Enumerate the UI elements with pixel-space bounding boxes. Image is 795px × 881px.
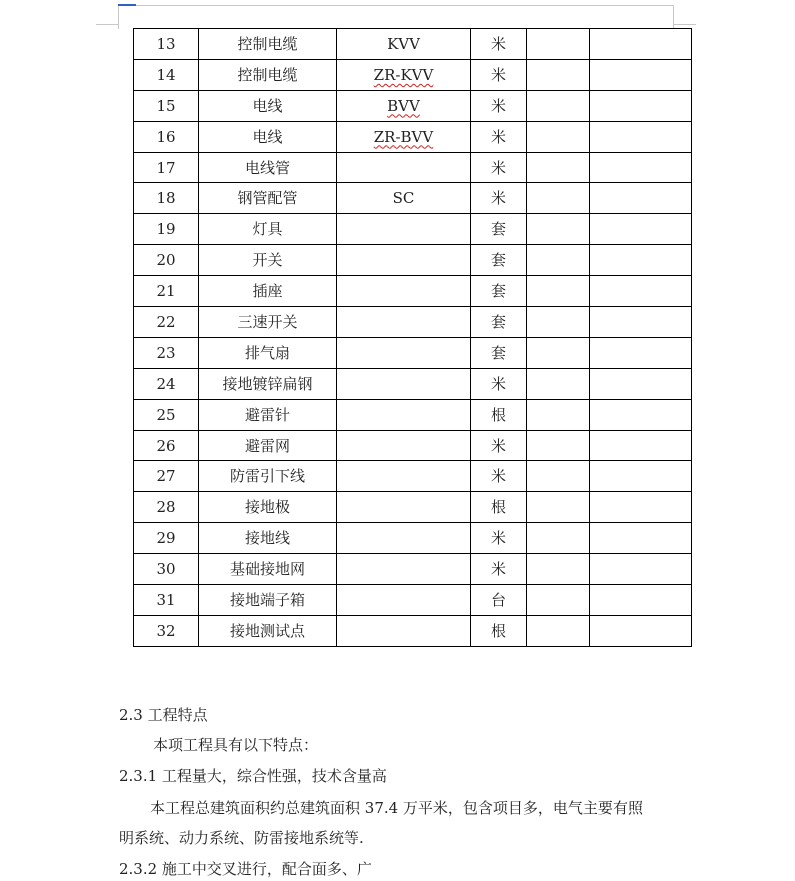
- item-model-cell[interactable]: [337, 214, 471, 245]
- row-number-cell[interactable]: [134, 615, 199, 646]
- item-name-text: 基础接地网: [229, 560, 305, 579]
- materials-table-body: [134, 29, 692, 647]
- item-name-cell[interactable]: [199, 492, 337, 523]
- item-name-cell[interactable]: [199, 337, 337, 368]
- item-name-text: 控制电缆: [237, 65, 298, 84]
- item-model-cell[interactable]: [337, 121, 471, 152]
- empty-cell[interactable]: [527, 307, 590, 338]
- row-number-text: 18: [156, 189, 176, 208]
- item-name-text: 接地测试点: [229, 621, 305, 640]
- empty-cell[interactable]: [527, 152, 590, 183]
- item-name-cell[interactable]: [199, 59, 337, 90]
- item-name-text: 电线管: [244, 158, 290, 177]
- item-unit-text: 米: [490, 127, 506, 146]
- item-model-cell[interactable]: [337, 337, 471, 368]
- item-unit-text: 米: [490, 189, 506, 208]
- empty-cell[interactable]: [527, 121, 590, 152]
- header-area[interactable]: [118, 5, 674, 29]
- item-name-cell[interactable]: [199, 29, 337, 60]
- item-name-text: 避雷网: [244, 436, 290, 455]
- row-number-text: 15: [156, 96, 176, 115]
- empty-cell[interactable]: [527, 245, 590, 276]
- row-number-cell[interactable]: [134, 121, 199, 152]
- row-number-text: 14: [156, 65, 176, 84]
- table-row: [134, 523, 692, 554]
- item-model-text: ZR-KVV: [373, 65, 434, 84]
- item-model-cell[interactable]: [337, 307, 471, 338]
- row-number-text: 20: [156, 251, 176, 270]
- empty-cell[interactable]: [590, 523, 692, 554]
- row-number-text: 31: [156, 590, 176, 609]
- item-name-cell[interactable]: [199, 461, 337, 492]
- item-unit-text: 根: [490, 621, 506, 640]
- item-model-cell[interactable]: [337, 152, 471, 183]
- item-name-text: 接地极: [244, 498, 290, 517]
- item-unit-cell[interactable]: [471, 585, 527, 616]
- row-number-text: 26: [156, 436, 176, 455]
- row-number-text: 25: [156, 405, 176, 424]
- table-row: [134, 615, 692, 646]
- item-name-cell[interactable]: [199, 183, 337, 214]
- row-number-text: 30: [156, 560, 176, 579]
- row-number-cell[interactable]: [134, 276, 199, 307]
- item-name-cell[interactable]: [199, 152, 337, 183]
- item-name-cell[interactable]: [199, 585, 337, 616]
- item-unit-text: 米: [490, 374, 506, 393]
- table-row: [134, 29, 692, 60]
- item-model-cell[interactable]: [337, 29, 471, 60]
- row-number-cell[interactable]: [134, 430, 199, 461]
- row-number-cell[interactable]: [134, 492, 199, 523]
- item-model-text: SC: [392, 189, 415, 208]
- item-unit-cell[interactable]: [471, 523, 527, 554]
- row-number-text: 24: [156, 374, 176, 393]
- item-unit-text: 米: [490, 436, 506, 455]
- empty-cell[interactable]: [527, 430, 590, 461]
- empty-cell[interactable]: [590, 492, 692, 523]
- item-model-cell[interactable]: [337, 492, 471, 523]
- item-unit-cell[interactable]: [471, 430, 527, 461]
- item-unit-text: 米: [490, 529, 506, 548]
- empty-cell[interactable]: [590, 337, 692, 368]
- item-unit-cell[interactable]: [471, 337, 527, 368]
- row-number-text: 23: [156, 343, 176, 362]
- empty-cell[interactable]: [590, 152, 692, 183]
- section-heading: 2.3 工程特点: [119, 706, 208, 724]
- empty-cell[interactable]: [527, 523, 590, 554]
- row-number-text: 29: [156, 529, 176, 548]
- row-number-cell[interactable]: [134, 59, 199, 90]
- empty-cell[interactable]: [590, 90, 692, 121]
- item-name-text: 灯具: [252, 220, 283, 239]
- row-number-cell[interactable]: [134, 523, 199, 554]
- row-number-text: 28: [156, 498, 176, 517]
- item-model-cell[interactable]: [337, 399, 471, 430]
- empty-cell[interactable]: [590, 214, 692, 245]
- margin-corner-right: [674, 24, 696, 25]
- table-row: [134, 368, 692, 399]
- row-number-cell[interactable]: [134, 245, 199, 276]
- text-cursor-marker: [118, 4, 136, 6]
- empty-cell[interactable]: [590, 368, 692, 399]
- empty-cell[interactable]: [527, 90, 590, 121]
- row-number-cell[interactable]: [134, 368, 199, 399]
- empty-cell[interactable]: [527, 337, 590, 368]
- row-number-cell[interactable]: [134, 29, 199, 60]
- row-number-text: 16: [156, 127, 176, 146]
- empty-cell[interactable]: [527, 59, 590, 90]
- row-number-text: 32: [156, 621, 176, 640]
- item-model-cell[interactable]: [337, 183, 471, 214]
- row-number-cell[interactable]: [134, 585, 199, 616]
- row-number-cell[interactable]: [134, 461, 199, 492]
- item-unit-cell[interactable]: [471, 399, 527, 430]
- table-row: [134, 554, 692, 585]
- empty-cell[interactable]: [590, 615, 692, 646]
- item-unit-text: 根: [490, 498, 506, 517]
- item-unit-cell[interactable]: [471, 461, 527, 492]
- item-name-cell[interactable]: [199, 554, 337, 585]
- item-name-cell[interactable]: [199, 523, 337, 554]
- empty-cell[interactable]: [527, 615, 590, 646]
- table-row: [134, 152, 692, 183]
- item-name-cell[interactable]: [199, 214, 337, 245]
- item-unit-cell[interactable]: [471, 152, 527, 183]
- item-name-cell[interactable]: [199, 90, 337, 121]
- table-row: [134, 307, 692, 338]
- table-row: [134, 59, 692, 90]
- item-name-text: 接地镀锌扁钢: [222, 374, 313, 393]
- item-unit-cell[interactable]: [471, 121, 527, 152]
- table-row: [134, 276, 692, 307]
- item-unit-text: 套: [490, 220, 506, 239]
- item-unit-text: 套: [490, 343, 506, 362]
- item-unit-text: 台: [490, 590, 506, 609]
- empty-cell[interactable]: [590, 585, 692, 616]
- item-model-cell[interactable]: [337, 368, 471, 399]
- item-model-text: BVV: [387, 96, 420, 115]
- item-unit-text: 米: [490, 34, 506, 53]
- item-model-cell[interactable]: [337, 523, 471, 554]
- row-number-text: 22: [156, 312, 176, 331]
- item-unit-text: 米: [490, 65, 506, 84]
- materials-table: [133, 28, 692, 647]
- empty-cell[interactable]: [527, 183, 590, 214]
- subsection-1-body-line-2: 明系统、动力系统、防雷接地系统等.: [119, 829, 364, 847]
- item-unit-text: 套: [490, 282, 506, 301]
- item-unit-cell[interactable]: [471, 214, 527, 245]
- table-row: [134, 214, 692, 245]
- margin-corner-left: [96, 24, 118, 25]
- empty-cell[interactable]: [527, 399, 590, 430]
- row-number-cell[interactable]: [134, 337, 199, 368]
- item-model-cell[interactable]: [337, 430, 471, 461]
- row-number-text: 13: [156, 34, 176, 53]
- item-model-text: ZR-BVV: [373, 127, 434, 146]
- empty-cell[interactable]: [527, 276, 590, 307]
- table-row: [134, 90, 692, 121]
- empty-cell[interactable]: [590, 461, 692, 492]
- row-number-text: 27: [156, 467, 176, 486]
- empty-cell[interactable]: [590, 59, 692, 90]
- item-name-text: 避雷针: [244, 405, 290, 424]
- empty-cell[interactable]: [527, 461, 590, 492]
- subsection-1-body-line-1: 本工程总建筑面积约总建筑面积 37.4 万平米，包含项目多，电气主要有照: [150, 799, 643, 817]
- item-name-text: 电线: [252, 127, 283, 146]
- item-unit-cell[interactable]: [471, 554, 527, 585]
- item-unit-cell[interactable]: [471, 59, 527, 90]
- subsection-heading-1: 2.3.1 工程量大，综合性强，技术含量高: [119, 767, 387, 785]
- empty-cell[interactable]: [590, 121, 692, 152]
- item-name-text: 电线: [252, 96, 283, 115]
- item-name-text: 接地端子箱: [229, 590, 305, 609]
- empty-cell[interactable]: [527, 585, 590, 616]
- empty-cell[interactable]: [590, 399, 692, 430]
- row-number-text: 19: [156, 220, 176, 239]
- item-unit-cell[interactable]: [471, 245, 527, 276]
- item-name-cell[interactable]: [199, 430, 337, 461]
- table-row: [134, 245, 692, 276]
- table-row: [134, 430, 692, 461]
- item-unit-text: 套: [490, 312, 506, 331]
- empty-cell[interactable]: [590, 307, 692, 338]
- item-unit-cell[interactable]: [471, 90, 527, 121]
- empty-cell[interactable]: [527, 29, 590, 60]
- empty-cell[interactable]: [590, 183, 692, 214]
- item-model-text: KVV: [387, 34, 420, 53]
- item-unit-text: 米: [490, 96, 506, 115]
- item-name-text: 钢管配管: [237, 189, 298, 208]
- item-name-text: 开关: [252, 251, 283, 270]
- item-unit-cell[interactable]: [471, 307, 527, 338]
- empty-cell[interactable]: [527, 492, 590, 523]
- item-model-cell[interactable]: [337, 59, 471, 90]
- row-number-text: 17: [156, 158, 176, 177]
- item-unit-text: 根: [490, 405, 506, 424]
- item-model-cell[interactable]: [337, 554, 471, 585]
- item-unit-text: 米: [490, 467, 506, 486]
- item-model-cell[interactable]: [337, 585, 471, 616]
- empty-cell[interactable]: [590, 29, 692, 60]
- page-top-margin: [0, 0, 795, 30]
- item-name-text: 三速开关: [237, 312, 298, 331]
- item-name-text: 插座: [252, 282, 283, 301]
- item-name-cell[interactable]: [199, 276, 337, 307]
- item-name-text: 接地线: [244, 529, 290, 548]
- table-row: [134, 492, 692, 523]
- item-name-cell[interactable]: [199, 615, 337, 646]
- table-row: [134, 121, 692, 152]
- table-row: [134, 461, 692, 492]
- item-model-cell[interactable]: [337, 245, 471, 276]
- empty-cell[interactable]: [590, 430, 692, 461]
- item-unit-cell[interactable]: [471, 29, 527, 60]
- item-unit-cell[interactable]: [471, 183, 527, 214]
- item-model-cell[interactable]: [337, 90, 471, 121]
- row-number-cell[interactable]: [134, 183, 199, 214]
- table-row: [134, 399, 692, 430]
- item-name-text: 排气扇: [244, 343, 290, 362]
- item-name-cell[interactable]: [199, 245, 337, 276]
- item-name-cell[interactable]: [199, 121, 337, 152]
- item-unit-cell[interactable]: [471, 368, 527, 399]
- table-row: [134, 183, 692, 214]
- intro-paragraph: 本项工程具有以下特点：: [153, 736, 319, 754]
- row-number-cell[interactable]: [134, 214, 199, 245]
- empty-cell[interactable]: [527, 214, 590, 245]
- item-unit-cell[interactable]: [471, 615, 527, 646]
- item-unit-cell[interactable]: [471, 492, 527, 523]
- item-unit-cell[interactable]: [471, 276, 527, 307]
- item-unit-text: 米: [490, 158, 506, 177]
- row-number-cell[interactable]: [134, 399, 199, 430]
- item-name-text: 防雷引下线: [229, 467, 305, 486]
- item-unit-text: 米: [490, 560, 506, 579]
- empty-cell[interactable]: [590, 276, 692, 307]
- table-row: [134, 337, 692, 368]
- empty-cell[interactable]: [590, 554, 692, 585]
- row-number-cell[interactable]: [134, 90, 199, 121]
- empty-cell[interactable]: [527, 368, 590, 399]
- row-number-text: 21: [156, 282, 176, 301]
- row-number-cell[interactable]: [134, 152, 199, 183]
- subsection-heading-2: 2.3.2 施工中交叉进行，配合面多、广: [119, 860, 372, 878]
- row-number-cell[interactable]: [134, 554, 199, 585]
- item-name-cell[interactable]: [199, 307, 337, 338]
- item-name-cell[interactable]: [199, 399, 337, 430]
- empty-cell[interactable]: [590, 245, 692, 276]
- item-model-cell[interactable]: [337, 461, 471, 492]
- row-number-cell[interactable]: [134, 307, 199, 338]
- item-model-cell[interactable]: [337, 615, 471, 646]
- item-unit-text: 套: [490, 251, 506, 270]
- table-row: [134, 585, 692, 616]
- item-name-cell[interactable]: [199, 368, 337, 399]
- item-name-text: 控制电缆: [237, 34, 298, 53]
- item-model-cell[interactable]: [337, 276, 471, 307]
- empty-cell[interactable]: [527, 554, 590, 585]
